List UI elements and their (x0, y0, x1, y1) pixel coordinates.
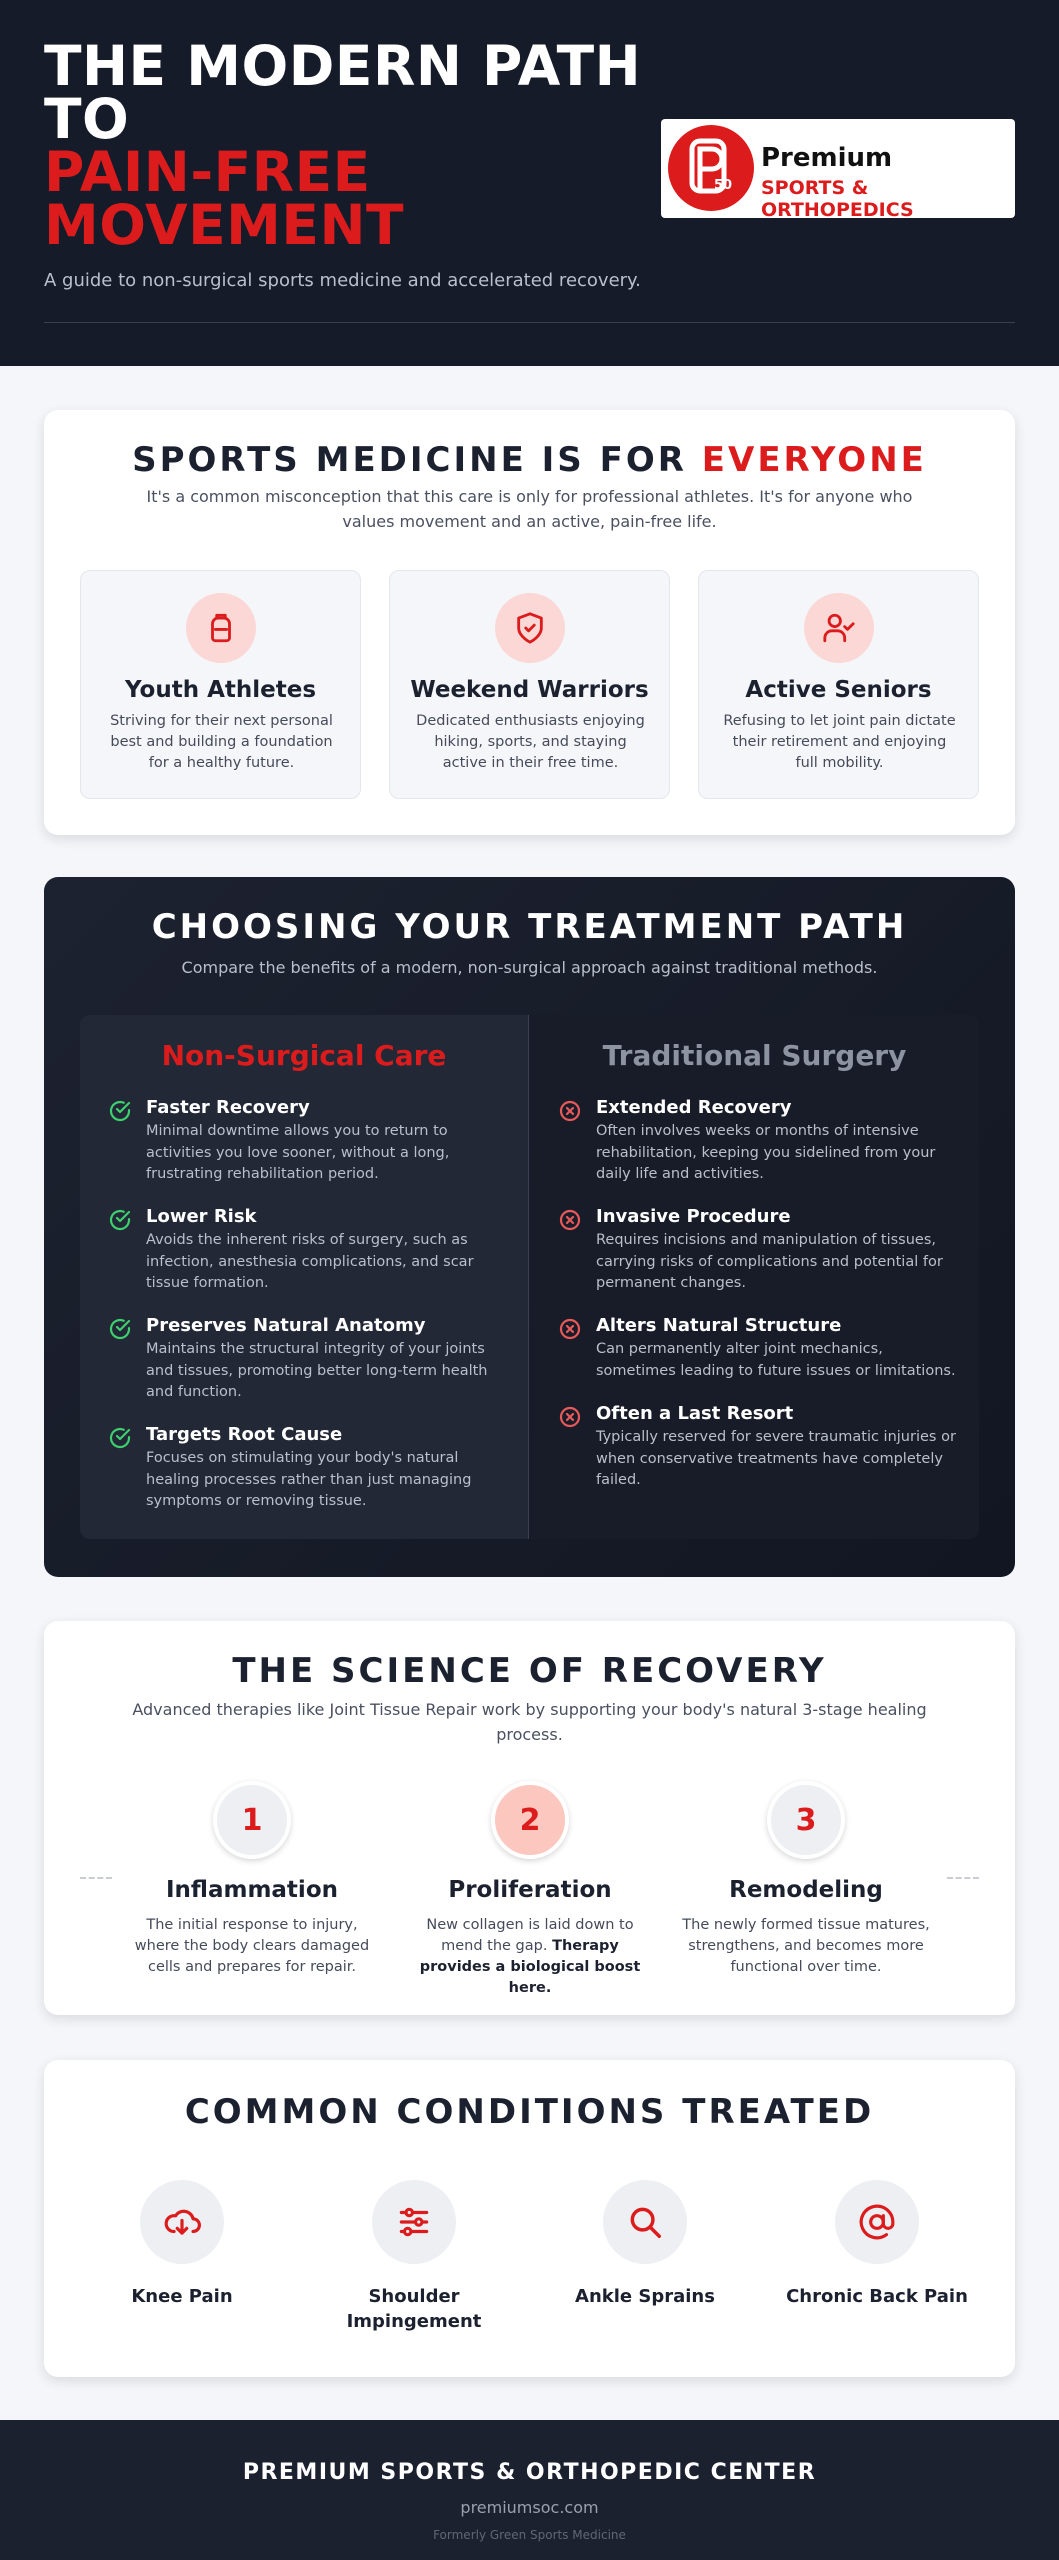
condition-label: Knee Pain (131, 2286, 233, 2307)
science-section (44, 1621, 1015, 2015)
check-circle-icon (108, 1426, 132, 1450)
stage-text: The newly formed tissue matures, strengthens, and becomes more functional over time. (682, 1917, 930, 1975)
stage-title: Remodeling (729, 1877, 883, 1903)
benefit-text: Maintains the structural integrity of your joints and tissues, promoting better long-term health and function. (146, 1341, 488, 1400)
benefit-text: Minimal downtime allows you to return to activities you love sooner, without a long, frustrating rehabilitation period. (146, 1123, 450, 1182)
audience-tile-seniors (698, 570, 979, 799)
stage-title: Proliferation (448, 1877, 612, 1903)
drawback-text: Requires incisions and manipulation of tissues, carrying risks of complications and potential for permanent changes. (596, 1232, 943, 1291)
condition-label: Chronic Back Pain (786, 2286, 968, 2307)
stage-text: The initial response to injury, where the body clears damaged cells and prepares for repair. (134, 1917, 370, 1975)
stage-text (405, 1915, 655, 1999)
science-title: THE SCIENCE OF RECOVERY (232, 1651, 827, 1691)
drawback-title: Extended Recovery (596, 1097, 792, 1118)
drawback-title: Often a Last Resort (596, 1403, 794, 1424)
audience-tile-title: Weekend Warriors (410, 677, 649, 703)
page-footer (0, 2420, 1059, 2560)
stage-number: 3 (767, 1781, 845, 1859)
hero-header (0, 0, 1059, 366)
stage-connector-right (947, 1877, 979, 1879)
user-check-icon (804, 593, 874, 663)
drawback-text: Can permanently alter joint mechanics, sometimes leading to future issues or limitations. (596, 1341, 956, 1379)
stage-number: 2 (491, 1781, 569, 1859)
non-surgical-heading: Non-Surgical Care (161, 1039, 447, 1072)
conditions-title: COMMON CONDITIONS TREATED (184, 2092, 875, 2132)
hero-title-line3: PAIN-FREE (44, 140, 371, 204)
treatment-subtitle: Compare the benefits of a modern, non-surgical approach against traditional methods. (181, 958, 878, 977)
drawback-title: Invasive Procedure (596, 1206, 791, 1227)
non-surgical-column (80, 1015, 529, 1539)
audience-tile-youth (80, 570, 361, 799)
surgery-heading: Traditional Surgery (602, 1039, 907, 1072)
audience-tile-text: Refusing to let joint pain dictate their retirement and enjoying full mobility. (723, 713, 956, 771)
logo-mark-icon (668, 125, 754, 211)
everyone-section (44, 410, 1015, 835)
audience-tile-text: Striving for their next personal best and building a foundation for a healthy future. (110, 713, 333, 771)
search-icon (603, 2180, 687, 2264)
audience-tile-text: Dedicated enthusiasts enjoying hiking, sports, and staying active in their free time. (416, 713, 645, 771)
drawback-text: Typically reserved for severe traumatic injuries or when conservative treatments have completely failed. (596, 1429, 956, 1488)
hero-title-line4: MOVEMENT (44, 193, 404, 257)
audience-tile-weekend (389, 570, 670, 799)
check-circle-icon (108, 1208, 132, 1232)
stage-title: Inflammation (165, 1877, 338, 1903)
x-circle-icon (558, 1208, 582, 1232)
footer-former-name: Formerly Green Sports Medicine (433, 2528, 626, 2542)
stage-connector-left (80, 1877, 112, 1879)
benefit-text: Focuses on stimulating your body's natural healing processes rather than just managing symptoms or removing tissue. (146, 1450, 472, 1509)
shield-check-icon (495, 593, 565, 663)
cloud-download-icon (140, 2180, 224, 2264)
everyone-title-prefix: SPORTS MEDICINE IS FOR (132, 440, 687, 480)
check-circle-icon (108, 1099, 132, 1123)
stage-text-plain: New collagen is laid down to mend the gap. (426, 1917, 634, 1954)
hero-divider (44, 322, 1015, 323)
logo-sports-text: SPORTS & ORTHOPEDICS (761, 177, 914, 221)
benefit-title: Faster Recovery (146, 1097, 310, 1118)
audience-tile-title: Youth Athletes (124, 677, 317, 703)
x-circle-icon (558, 1317, 582, 1341)
treatment-section (44, 877, 1015, 1577)
x-circle-icon (558, 1099, 582, 1123)
stage-number: 1 (213, 1781, 291, 1859)
everyone-title-highlight: EVERYONE (701, 440, 927, 480)
comparison-table (80, 1015, 979, 1539)
x-circle-icon (558, 1405, 582, 1429)
condition-label: Ankle Sprains (575, 2286, 715, 2307)
surgery-column (530, 1015, 979, 1539)
hero-title-line1: THE MODERN PATH (44, 34, 642, 98)
check-circle-icon (108, 1317, 132, 1341)
treatment-title: CHOOSING YOUR TREATMENT PATH (151, 907, 908, 947)
conditions-section (44, 2060, 1015, 2377)
drawback-text: Often involves weeks or months of intensive rehabilitation, keeping you sidelined from your daily life and activities. (596, 1123, 936, 1182)
everyone-title (44, 440, 1015, 480)
audience-tile-title: Active Seniors (745, 677, 932, 703)
svg-text:50: 50 (714, 178, 733, 193)
brand-logo (661, 119, 1015, 221)
backpack-icon (186, 593, 256, 663)
at-sign-icon (835, 2180, 919, 2264)
stage-text-emphasis: Therapy provides a biological boost here. (419, 1938, 641, 1996)
condition-label: Shoulder Impingement (346, 2286, 482, 2332)
hero-title-line2: TO (44, 87, 130, 151)
drawback-title: Alters Natural Structure (596, 1315, 842, 1336)
hero-subtitle: A guide to non-surgical sports medicine and accelerated recovery. (44, 270, 641, 291)
benefit-title: Preserves Natural Anatomy (146, 1315, 426, 1336)
footer-center-name: PREMIUM SPORTS & ORTHOPEDIC CENTER (242, 2460, 817, 2485)
science-subtitle: Advanced therapies like Joint Tissue Repair work by supporting your body's natural 3-stage healing process. (132, 1700, 927, 1744)
benefit-text: Avoids the inherent risks of surgery, such as infection, anesthesia complications, and scar tissue formation. (146, 1232, 474, 1291)
benefit-title: Lower Risk (146, 1206, 257, 1227)
sliders-icon (372, 2180, 456, 2264)
hero-title (44, 34, 664, 257)
logo-premium-text: Premium (761, 143, 893, 173)
benefit-title: Targets Root Cause (146, 1424, 343, 1445)
everyone-subtitle: It's a common misconception that this care is only for professional athletes. It's for anyone who values movement and an active, pain-free life. (146, 487, 913, 531)
footer-website-link[interactable]: premiumsoc.com (460, 2498, 599, 2517)
